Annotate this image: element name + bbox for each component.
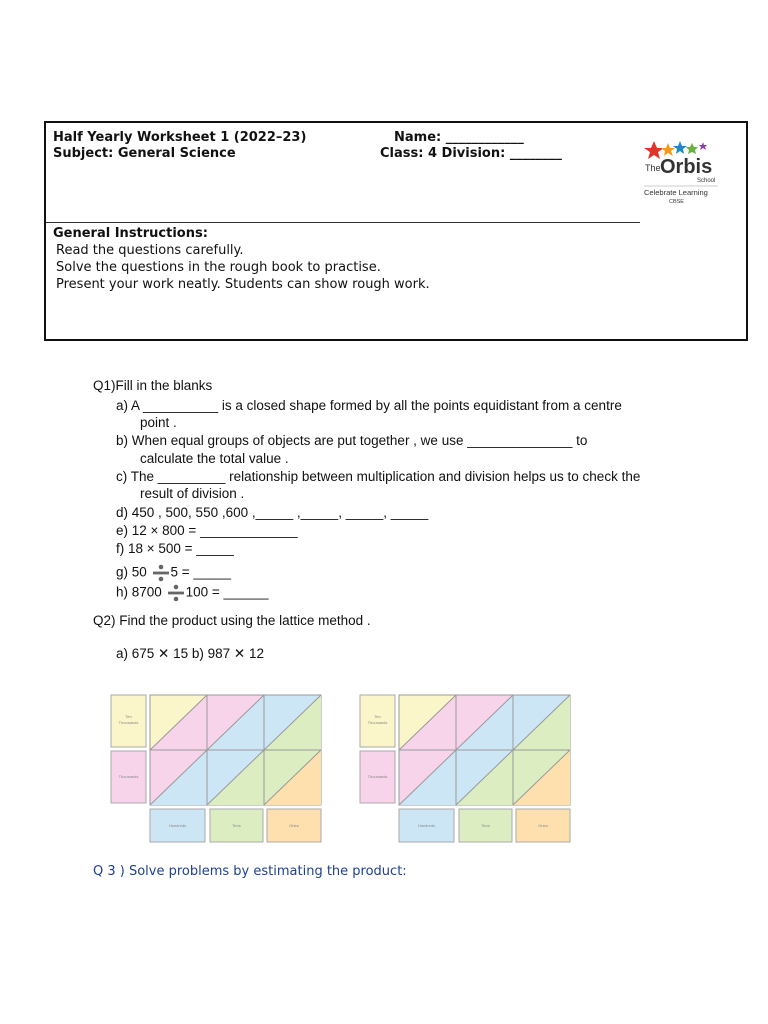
q1-item-b-cont: calculate the total value .: [140, 451, 289, 466]
q1-item-d: d) 450 , 500, 550 ,600 ,_____ ,_____, _____, _____: [116, 505, 429, 520]
svg-text:Thousands: Thousands: [367, 720, 388, 725]
lattice-grid-b: [357, 693, 573, 845]
school-logo: [640, 131, 724, 209]
q1-item-g-rest: 5 = _____: [170, 564, 231, 580]
svg-text:Celebrate Learning: Celebrate Learning: [644, 188, 708, 197]
name-field-label: Name: ____________: [394, 130, 524, 145]
q1-item-c-cont: result of division .: [140, 486, 245, 501]
q1-item-g: [116, 563, 231, 583]
q1-item-h: [116, 583, 269, 603]
orbis-logo-icon: [640, 131, 724, 209]
q1-item-b: b) When equal groups of objects are put together , we use ______________ to: [116, 433, 588, 448]
svg-text:Tens: Tens: [232, 823, 241, 828]
svg-text:Hundreds: Hundreds: [168, 823, 187, 828]
svg-text:Ten: Ten: [374, 714, 381, 719]
q1-title: Q1)Fill in the blanks: [93, 378, 213, 393]
header-divider: [46, 222, 640, 223]
instruction-item: Present your work neatly. Students can show rough work.: [56, 277, 430, 292]
q1-item-f: f) 18 × 500 = _____: [116, 541, 234, 556]
svg-text:The: The: [645, 163, 661, 173]
q2-title: Q2) Find the product using the lattice method .: [93, 613, 371, 628]
q1-item-a-cont: point .: [140, 415, 177, 430]
q2-parts: a) 675 ✕ 15 b) 987 ✕ 12: [116, 646, 264, 661]
svg-text:Thousands: Thousands: [118, 720, 139, 725]
worksheet-subject: Subject: General Science: [53, 146, 236, 161]
q1-item-c: c) The _________ relationship between multiplication and division helps us to check the: [116, 469, 641, 484]
q1-item-a: a) A __________ is a closed shape formed by all the points equidistant from a centre: [116, 398, 622, 413]
svg-text:Tens: Tens: [481, 823, 490, 828]
svg-text:Thousands: Thousands: [118, 774, 139, 779]
q3-title: Q 3 ) Solve problems by estimating the product:: [93, 864, 407, 879]
class-division-label: Class: 4 Division: ________: [380, 146, 562, 161]
svg-text:CBSE: CBSE: [669, 199, 684, 205]
q1-item-h-rest: 100 = ______: [185, 584, 269, 600]
svg-text:School: School: [697, 178, 716, 184]
svg-text:Thousands: Thousands: [367, 774, 388, 779]
svg-text:Ten: Ten: [125, 714, 132, 719]
division-sign-icon: [151, 563, 171, 583]
instruction-item: Read the questions carefully.: [56, 243, 244, 258]
worksheet-title: Half Yearly Worksheet 1 (2022–23): [53, 130, 307, 145]
instructions-heading: General Instructions:: [53, 226, 208, 241]
q1-item-g-dividend: g) 50: [116, 564, 147, 580]
division-sign-icon: [166, 583, 186, 603]
instruction-item: Solve the questions in the rough book to practise.: [56, 260, 381, 275]
lattice-grid-a: [108, 693, 324, 845]
q1-item-h-dividend: h) 8700: [116, 584, 162, 600]
svg-text:Orbis: Orbis: [660, 156, 713, 178]
q1-item-e: e) 12 × 800 = _____________: [116, 523, 298, 538]
worksheet-header-box: [44, 121, 748, 341]
svg-text:Ones: Ones: [289, 823, 299, 828]
svg-text:Hundreds: Hundreds: [417, 823, 436, 828]
svg-text:Ones: Ones: [538, 823, 548, 828]
